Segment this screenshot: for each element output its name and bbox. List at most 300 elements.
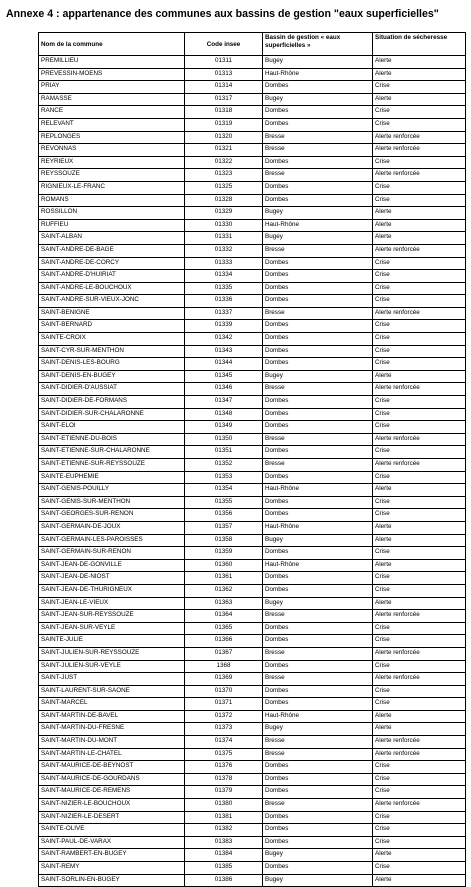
cell-bassin: Bresse bbox=[263, 131, 373, 144]
cell-situation: Crise bbox=[373, 81, 466, 94]
cell-bassin: Dombes bbox=[263, 181, 373, 194]
cell-code-insee: 01351 bbox=[185, 446, 263, 459]
table-row bbox=[39, 68, 466, 81]
cell-bassin: Dombes bbox=[263, 421, 373, 434]
cell-bassin: Bugey bbox=[263, 56, 373, 69]
cell-commune: REYRIEUX bbox=[39, 156, 185, 169]
cell-situation: Crise bbox=[373, 295, 466, 308]
cell-situation: Crise bbox=[373, 761, 466, 774]
cell-commune: SAINT-ANDRE-DE-CORCY bbox=[39, 257, 185, 270]
table-row bbox=[39, 874, 466, 887]
cell-bassin: Dombes bbox=[263, 698, 373, 711]
cell-commune: SAINT-DIDIER-SUR-CHALARONNE bbox=[39, 408, 185, 421]
cell-code-insee: 01381 bbox=[185, 811, 263, 824]
cell-bassin: Dombes bbox=[263, 295, 373, 308]
cell-situation: Alerte bbox=[373, 849, 466, 862]
cell-situation: Alerte bbox=[373, 68, 466, 81]
cell-code-insee: 01352 bbox=[185, 459, 263, 472]
cell-bassin: Dombes bbox=[263, 824, 373, 837]
table-row bbox=[39, 370, 466, 383]
cell-code-insee: 01358 bbox=[185, 534, 263, 547]
table-row bbox=[39, 156, 466, 169]
cell-situation: Crise bbox=[373, 786, 466, 799]
cell-commune: SAINT-ETIENNE-DU-BOIS bbox=[39, 433, 185, 446]
cell-code-insee: 01354 bbox=[185, 484, 263, 497]
cell-situation: Crise bbox=[373, 811, 466, 824]
cell-bassin: Haut-Rhône bbox=[263, 219, 373, 232]
cell-code-insee: 01356 bbox=[185, 509, 263, 522]
table-row bbox=[39, 181, 466, 194]
cell-bassin: Dombes bbox=[263, 773, 373, 786]
cell-bassin: Dombes bbox=[263, 270, 373, 283]
cell-bassin: Bresse bbox=[263, 169, 373, 182]
table-body bbox=[39, 56, 466, 887]
cell-bassin: Dombes bbox=[263, 408, 373, 421]
cell-commune: PRIAY bbox=[39, 81, 185, 94]
cell-situation: Crise bbox=[373, 421, 466, 434]
table-row bbox=[39, 521, 466, 534]
cell-situation: Alerte renforcée bbox=[373, 736, 466, 749]
cell-bassin: Bugey bbox=[263, 597, 373, 610]
cell-code-insee: 01376 bbox=[185, 761, 263, 774]
cell-situation: Crise bbox=[373, 584, 466, 597]
cell-situation: Crise bbox=[373, 496, 466, 509]
table-row bbox=[39, 849, 466, 862]
cell-situation: Crise bbox=[373, 396, 466, 409]
cell-situation: Alerte bbox=[373, 710, 466, 723]
cell-bassin: Bresse bbox=[263, 383, 373, 396]
cell-bassin: Dombes bbox=[263, 358, 373, 371]
cell-commune: SAINT-JULIEN-SUR-VEYLE bbox=[39, 660, 185, 673]
cell-situation: Alerte renforcée bbox=[373, 383, 466, 396]
cell-code-insee: 01384 bbox=[185, 849, 263, 862]
cell-situation: Alerte renforcée bbox=[373, 244, 466, 257]
table-row bbox=[39, 396, 466, 409]
cell-situation: Crise bbox=[373, 685, 466, 698]
table-row bbox=[39, 333, 466, 346]
cell-code-insee: 01331 bbox=[185, 232, 263, 245]
table-row bbox=[39, 685, 466, 698]
cell-commune: SAINT-GENIS-SUR-MENTHON bbox=[39, 496, 185, 509]
table-row bbox=[39, 81, 466, 94]
cell-situation: Crise bbox=[373, 509, 466, 522]
table-row bbox=[39, 811, 466, 824]
cell-commune: SAINT-REMY bbox=[39, 862, 185, 875]
table-row bbox=[39, 748, 466, 761]
cell-code-insee: 01332 bbox=[185, 244, 263, 257]
cell-commune: SAINT-ANDRE-SUR-VIEUX-JONC bbox=[39, 295, 185, 308]
table-row bbox=[39, 622, 466, 635]
cell-situation: Crise bbox=[373, 773, 466, 786]
cell-situation: Crise bbox=[373, 345, 466, 358]
cell-code-insee: 01347 bbox=[185, 396, 263, 409]
cell-commune: REPLONGES bbox=[39, 131, 185, 144]
cell-code-insee: 01369 bbox=[185, 673, 263, 686]
cell-code-insee: 01318 bbox=[185, 106, 263, 119]
cell-bassin: Dombes bbox=[263, 572, 373, 585]
cell-commune: SAINT-ANDRE-D'HUIRIAT bbox=[39, 270, 185, 283]
cell-commune: RIGNIEUX-LE-FRANC bbox=[39, 181, 185, 194]
cell-code-insee: 01339 bbox=[185, 320, 263, 333]
cell-bassin: Bugey bbox=[263, 93, 373, 106]
cell-situation: Alerte bbox=[373, 521, 466, 534]
cell-commune: SAINT-LAURENT-SUR-SAONE bbox=[39, 685, 185, 698]
cell-bassin: Bugey bbox=[263, 874, 373, 887]
cell-bassin: Haut-Rhône bbox=[263, 521, 373, 534]
cell-code-insee: 01350 bbox=[185, 433, 263, 446]
cell-situation: Crise bbox=[373, 622, 466, 635]
table-row bbox=[39, 635, 466, 648]
table-row bbox=[39, 761, 466, 774]
cell-bassin: Bresse bbox=[263, 647, 373, 660]
cell-situation: Crise bbox=[373, 836, 466, 849]
cell-code-insee: 01337 bbox=[185, 307, 263, 320]
cell-commune: SAINT-GEORGES-SUR-RENON bbox=[39, 509, 185, 522]
cell-commune: SAINT-ALBAN bbox=[39, 232, 185, 245]
cell-situation: Crise bbox=[373, 333, 466, 346]
cell-commune: SAINT-JEAN-LE-VIEUX bbox=[39, 597, 185, 610]
cell-situation: Alerte renforcée bbox=[373, 307, 466, 320]
cell-code-insee: 01322 bbox=[185, 156, 263, 169]
cell-code-insee: 01334 bbox=[185, 270, 263, 283]
table-row bbox=[39, 547, 466, 560]
cell-code-insee: 01353 bbox=[185, 471, 263, 484]
cell-code-insee: 01346 bbox=[185, 383, 263, 396]
cell-commune: SAINT-BERNARD bbox=[39, 320, 185, 333]
table-row bbox=[39, 584, 466, 597]
cell-commune: PREVESSIN-MOENS bbox=[39, 68, 185, 81]
cell-situation: Alerte bbox=[373, 93, 466, 106]
table-row bbox=[39, 836, 466, 849]
cell-code-insee: 01348 bbox=[185, 408, 263, 421]
cell-code-insee: 01333 bbox=[185, 257, 263, 270]
table-row bbox=[39, 144, 466, 157]
cell-bassin: Dombes bbox=[263, 282, 373, 295]
table-row bbox=[39, 383, 466, 396]
cell-situation: Crise bbox=[373, 547, 466, 560]
table-row bbox=[39, 773, 466, 786]
cell-commune: SAINTE-EUPHEMIE bbox=[39, 471, 185, 484]
cell-commune: SAINT-GERMAIN-DE-JOUX bbox=[39, 521, 185, 534]
cell-commune: SAINT-JEAN-DE-THURIGNEUX bbox=[39, 584, 185, 597]
cell-bassin: Bresse bbox=[263, 244, 373, 257]
cell-code-insee: 01342 bbox=[185, 333, 263, 346]
cell-code-insee: 01385 bbox=[185, 862, 263, 875]
cell-bassin: Dombes bbox=[263, 635, 373, 648]
table-row bbox=[39, 244, 466, 257]
cell-commune: SAINT-MARCEL bbox=[39, 698, 185, 711]
cell-situation: Alerte bbox=[373, 207, 466, 220]
cell-code-insee: 01328 bbox=[185, 194, 263, 207]
cell-commune: SAINT-ETIENNE-SUR-REYSSOUZE bbox=[39, 459, 185, 472]
cell-bassin: Dombes bbox=[263, 396, 373, 409]
cell-bassin: Dombes bbox=[263, 496, 373, 509]
cell-commune: SAINTE-OLIVE bbox=[39, 824, 185, 837]
cell-code-insee: 01361 bbox=[185, 572, 263, 585]
table-row bbox=[39, 295, 466, 308]
cell-situation: Crise bbox=[373, 118, 466, 131]
cell-commune: SAINTE-JULIE bbox=[39, 635, 185, 648]
cell-commune: SAINT-ANDRE-LE-BOUCHOUX bbox=[39, 282, 185, 295]
cell-commune: SAINT-NIZIER-LE-DESERT bbox=[39, 811, 185, 824]
cell-commune: SAINT-JULIEN-SUR-REYSSOUZE bbox=[39, 647, 185, 660]
cell-commune: ROMANS bbox=[39, 194, 185, 207]
cell-code-insee: 01365 bbox=[185, 622, 263, 635]
table-row bbox=[39, 736, 466, 749]
cell-code-insee: 01313 bbox=[185, 68, 263, 81]
cell-situation: Crise bbox=[373, 181, 466, 194]
table-header-row bbox=[39, 33, 466, 56]
cell-code-insee: 01344 bbox=[185, 358, 263, 371]
cell-situation: Alerte renforcée bbox=[373, 433, 466, 446]
cell-situation: Crise bbox=[373, 862, 466, 875]
cell-bassin: Bresse bbox=[263, 459, 373, 472]
cell-code-insee: 01370 bbox=[185, 685, 263, 698]
cell-bassin: Dombes bbox=[263, 333, 373, 346]
cell-code-insee: 01311 bbox=[185, 56, 263, 69]
cell-bassin: Haut-Rhône bbox=[263, 559, 373, 572]
table-row bbox=[39, 597, 466, 610]
cell-situation: Crise bbox=[373, 635, 466, 648]
cell-commune: SAINT-DENIS-LES-BOURG bbox=[39, 358, 185, 371]
cell-bassin: Bugey bbox=[263, 723, 373, 736]
cell-commune: SAINT-MARTIN-DU-MONT bbox=[39, 736, 185, 749]
cell-code-insee: 01383 bbox=[185, 836, 263, 849]
cell-bassin: Dombes bbox=[263, 320, 373, 333]
cell-commune: SAINT-MARTIN-LE-CHATEL bbox=[39, 748, 185, 761]
cell-situation: Crise bbox=[373, 660, 466, 673]
cell-commune: SAINT-JEAN-SUR-REYSSOUZE bbox=[39, 610, 185, 623]
cell-situation: Alerte bbox=[373, 534, 466, 547]
cell-commune: SAINT-NIZIER-LE-BOUCHOUX bbox=[39, 799, 185, 812]
cell-situation: Alerte bbox=[373, 232, 466, 245]
table-row bbox=[39, 106, 466, 119]
cell-bassin: Dombes bbox=[263, 660, 373, 673]
page-title: Annexe 4 : appartenance des communes aux bassins de gestion "eaux superficielles" bbox=[6, 8, 439, 20]
cell-bassin: Bresse bbox=[263, 748, 373, 761]
cell-code-insee: 01317 bbox=[185, 93, 263, 106]
cell-bassin: Bresse bbox=[263, 673, 373, 686]
cell-commune: SAINT-RAMBERT-EN-BUGEY bbox=[39, 849, 185, 862]
table-row bbox=[39, 169, 466, 182]
cell-bassin: Bugey bbox=[263, 534, 373, 547]
table-row bbox=[39, 270, 466, 283]
column-header-code-insee: Code insee bbox=[185, 33, 263, 56]
cell-situation: Crise bbox=[373, 257, 466, 270]
cell-commune: SAINT-JEAN-DE-NIOST bbox=[39, 572, 185, 585]
cell-situation: Alerte bbox=[373, 597, 466, 610]
cell-code-insee: 01371 bbox=[185, 698, 263, 711]
cell-bassin: Dombes bbox=[263, 118, 373, 131]
cell-bassin: Haut-Rhône bbox=[263, 484, 373, 497]
cell-bassin: Dombes bbox=[263, 81, 373, 94]
cell-bassin: Dombes bbox=[263, 547, 373, 560]
table-row bbox=[39, 433, 466, 446]
cell-code-insee: 01372 bbox=[185, 710, 263, 723]
cell-code-insee: 01379 bbox=[185, 786, 263, 799]
cell-bassin: Dombes bbox=[263, 836, 373, 849]
cell-situation: Crise bbox=[373, 824, 466, 837]
cell-situation: Crise bbox=[373, 270, 466, 283]
cell-commune: SAINT-ANDRE-DE-BAGE bbox=[39, 244, 185, 257]
cell-bassin: Dombes bbox=[263, 194, 373, 207]
table-row bbox=[39, 786, 466, 799]
cell-code-insee: 01378 bbox=[185, 773, 263, 786]
table-row bbox=[39, 56, 466, 69]
cell-code-insee: 01374 bbox=[185, 736, 263, 749]
cell-bassin: Bresse bbox=[263, 433, 373, 446]
table-row bbox=[39, 484, 466, 497]
cell-commune: RAMASSE bbox=[39, 93, 185, 106]
cell-commune: SAINT-JEAN-DE-GONVILLE bbox=[39, 559, 185, 572]
cell-bassin: Dombes bbox=[263, 786, 373, 799]
cell-commune: SAINT-ELOI bbox=[39, 421, 185, 434]
cell-code-insee: 01357 bbox=[185, 521, 263, 534]
cell-bassin: Bresse bbox=[263, 799, 373, 812]
cell-code-insee: 01320 bbox=[185, 131, 263, 144]
cell-situation: Alerte bbox=[373, 874, 466, 887]
table-row bbox=[39, 446, 466, 459]
cell-commune: PREMILLIEU bbox=[39, 56, 185, 69]
cell-bassin: Dombes bbox=[263, 685, 373, 698]
cell-situation: Crise bbox=[373, 282, 466, 295]
cell-code-insee: 01373 bbox=[185, 723, 263, 736]
cell-situation: Alerte renforcée bbox=[373, 131, 466, 144]
cell-bassin: Haut-Rhône bbox=[263, 710, 373, 723]
cell-bassin: Dombes bbox=[263, 156, 373, 169]
cell-code-insee: 01349 bbox=[185, 421, 263, 434]
table-row bbox=[39, 698, 466, 711]
cell-code-insee: 01355 bbox=[185, 496, 263, 509]
table-row bbox=[39, 118, 466, 131]
cell-situation: Crise bbox=[373, 446, 466, 459]
cell-code-insee: 01345 bbox=[185, 370, 263, 383]
cell-commune: ROSSILLON bbox=[39, 207, 185, 220]
column-header-bassin: Bassin de gestion « eaux superficielles » bbox=[263, 33, 373, 56]
cell-situation: Crise bbox=[373, 408, 466, 421]
cell-code-insee: 01375 bbox=[185, 748, 263, 761]
cell-situation: Crise bbox=[373, 698, 466, 711]
cell-code-insee: 01366 bbox=[185, 635, 263, 648]
cell-bassin: Dombes bbox=[263, 862, 373, 875]
cell-bassin: Bugey bbox=[263, 370, 373, 383]
cell-commune: SAINT-JUST bbox=[39, 673, 185, 686]
cell-bassin: Dombes bbox=[263, 446, 373, 459]
cell-commune: RUFFIEU bbox=[39, 219, 185, 232]
cell-situation: Crise bbox=[373, 156, 466, 169]
cell-commune: SAINT-DIDIER-D'AUSSIAT bbox=[39, 383, 185, 396]
cell-situation: Crise bbox=[373, 358, 466, 371]
table-row bbox=[39, 862, 466, 875]
cell-situation: Alerte renforcée bbox=[373, 799, 466, 812]
cell-commune: SAINTE-CROIX bbox=[39, 333, 185, 346]
cell-code-insee: 01360 bbox=[185, 559, 263, 572]
cell-code-insee: 01362 bbox=[185, 584, 263, 597]
cell-situation: Alerte renforcée bbox=[373, 647, 466, 660]
cell-commune: SAINT-MARTIN-DU-FRESNE bbox=[39, 723, 185, 736]
cell-bassin: Dombes bbox=[263, 811, 373, 824]
cell-bassin: Bresse bbox=[263, 307, 373, 320]
cell-commune: REVONNAS bbox=[39, 144, 185, 157]
cell-situation: Alerte bbox=[373, 484, 466, 497]
cell-bassin: Dombes bbox=[263, 622, 373, 635]
cell-situation: Alerte renforcée bbox=[373, 169, 466, 182]
table-row bbox=[39, 723, 466, 736]
table-row bbox=[39, 207, 466, 220]
cell-situation: Crise bbox=[373, 471, 466, 484]
cell-commune: SAINT-ETIENNE-SUR-CHALARONNE bbox=[39, 446, 185, 459]
cell-situation: Alerte renforcée bbox=[373, 610, 466, 623]
cell-situation: Alerte renforcée bbox=[373, 144, 466, 157]
cell-situation: Crise bbox=[373, 320, 466, 333]
table-row bbox=[39, 610, 466, 623]
cell-code-insee: 01359 bbox=[185, 547, 263, 560]
cell-commune: SAINT-MARTIN-DE-BAVEL bbox=[39, 710, 185, 723]
table-row bbox=[39, 459, 466, 472]
cell-bassin: Dombes bbox=[263, 257, 373, 270]
table-row bbox=[39, 320, 466, 333]
cell-code-insee: 01329 bbox=[185, 207, 263, 220]
cell-code-insee: 01323 bbox=[185, 169, 263, 182]
table-row bbox=[39, 93, 466, 106]
cell-situation: Alerte bbox=[373, 559, 466, 572]
cell-commune: SAINT-MAURICE-DE-BEYNOST bbox=[39, 761, 185, 774]
cell-situation: Alerte bbox=[373, 56, 466, 69]
cell-bassin: Bresse bbox=[263, 144, 373, 157]
cell-commune: SAINT-JEAN-SUR-VEYLE bbox=[39, 622, 185, 635]
cell-commune: SAINT-BENIGNE bbox=[39, 307, 185, 320]
cell-commune: SAINT-PAUL-DE-VARAX bbox=[39, 836, 185, 849]
cell-bassin: Bugey bbox=[263, 232, 373, 245]
cell-code-insee: 01335 bbox=[185, 282, 263, 295]
cell-commune: SAINT-MAURICE-DE-REMENS bbox=[39, 786, 185, 799]
cell-situation: Crise bbox=[373, 572, 466, 585]
table-row bbox=[39, 660, 466, 673]
table-row bbox=[39, 496, 466, 509]
cell-commune: SAINT-GERMAIN-LES-PAROISSES bbox=[39, 534, 185, 547]
table-row bbox=[39, 345, 466, 358]
cell-code-insee: 01343 bbox=[185, 345, 263, 358]
cell-code-insee: 01325 bbox=[185, 181, 263, 194]
table-row bbox=[39, 534, 466, 547]
cell-bassin: Bugey bbox=[263, 207, 373, 220]
cell-bassin: Dombes bbox=[263, 509, 373, 522]
cell-bassin: Haut-Rhône bbox=[263, 68, 373, 81]
table-row bbox=[39, 408, 466, 421]
cell-code-insee: 01380 bbox=[185, 799, 263, 812]
table-row bbox=[39, 647, 466, 660]
cell-code-insee: 01319 bbox=[185, 118, 263, 131]
cell-code-insee: 01330 bbox=[185, 219, 263, 232]
table-row bbox=[39, 232, 466, 245]
cell-code-insee: 01364 bbox=[185, 610, 263, 623]
cell-situation: Alerte bbox=[373, 723, 466, 736]
cell-commune: RANCE bbox=[39, 106, 185, 119]
cell-code-insee: 01336 bbox=[185, 295, 263, 308]
table-row bbox=[39, 131, 466, 144]
table-row bbox=[39, 219, 466, 232]
cell-bassin: Dombes bbox=[263, 471, 373, 484]
cell-situation: Crise bbox=[373, 194, 466, 207]
cell-commune: SAINT-DENIS-EN-BUGEY bbox=[39, 370, 185, 383]
table-row bbox=[39, 471, 466, 484]
cell-situation: Alerte renforcée bbox=[373, 673, 466, 686]
table-row bbox=[39, 559, 466, 572]
table-row bbox=[39, 572, 466, 585]
cell-commune: RELEVANT bbox=[39, 118, 185, 131]
column-header-situation: Situation de sécheresse bbox=[373, 33, 466, 56]
cell-code-insee: 01386 bbox=[185, 874, 263, 887]
